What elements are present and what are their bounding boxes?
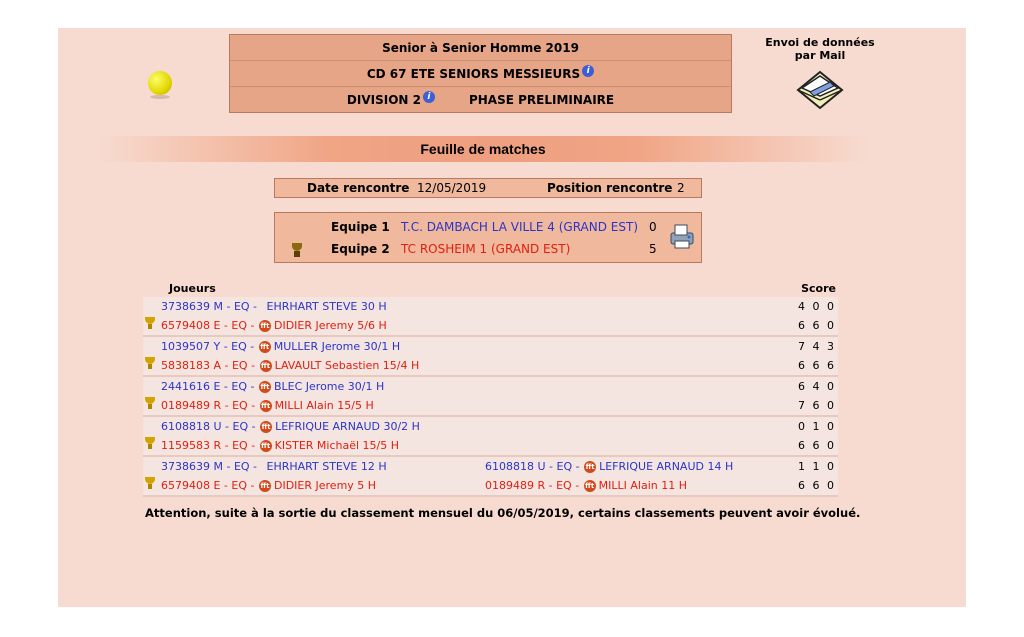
player-entry[interactable] bbox=[161, 316, 387, 335]
trophy-icon bbox=[291, 243, 303, 257]
match-list bbox=[143, 297, 838, 497]
set-scores: 6 6 0 bbox=[798, 319, 836, 332]
phase-label: PHASE PRELIMINAIRE bbox=[468, 93, 615, 107]
player-license: 1039507 Y - EQ - bbox=[161, 340, 255, 353]
tennis-ball-icon bbox=[148, 71, 172, 95]
player-entry[interactable] bbox=[161, 396, 374, 415]
player-entry[interactable] bbox=[161, 457, 387, 476]
team-score: 5 bbox=[649, 242, 657, 256]
player-license: 6579408 E - EQ - bbox=[161, 479, 255, 492]
trophy-cell bbox=[145, 396, 159, 415]
player-license: 1159583 R - EQ - bbox=[161, 439, 256, 452]
page-title: Feuille de matches bbox=[420, 141, 546, 157]
player-entry[interactable] bbox=[485, 476, 687, 495]
championship-row bbox=[230, 61, 731, 87]
player-license: 6579408 E - EQ - bbox=[161, 319, 255, 332]
player-name: MILLI Alain 11 H bbox=[598, 479, 688, 492]
matches-table bbox=[143, 280, 838, 497]
table-row bbox=[143, 457, 838, 476]
match-block bbox=[143, 377, 838, 417]
match-block bbox=[143, 457, 838, 497]
info-icon[interactable]: i bbox=[423, 91, 435, 103]
set-scores: 6 4 0 bbox=[798, 380, 836, 393]
player-name: EHRHART STEVE 12 H bbox=[266, 460, 387, 473]
fft-logo-icon: fft bbox=[261, 423, 271, 431]
position-label: Position rencontre bbox=[547, 181, 673, 195]
match-block bbox=[143, 337, 838, 377]
player-license: 6108818 U - EQ - bbox=[485, 460, 580, 473]
set-scores: 1 1 0 bbox=[798, 460, 836, 473]
fft-logo-icon: fft bbox=[260, 482, 270, 490]
division-row bbox=[230, 87, 731, 113]
team-label: Equipe 2 bbox=[331, 242, 390, 256]
table-row bbox=[143, 337, 838, 356]
match-block bbox=[143, 297, 838, 337]
player-name: LAVAULT Sebastien 15/4 H bbox=[274, 359, 420, 372]
competition-header bbox=[229, 34, 732, 113]
player-license: 5838183 A - EQ - bbox=[161, 359, 256, 372]
player-license: 0189489 R - EQ - bbox=[161, 399, 256, 412]
player-name: MULLER Jerome 30/1 H bbox=[273, 340, 401, 353]
player-name: DIDIER Jeremy 5 H bbox=[273, 479, 377, 492]
trophy-icon bbox=[145, 397, 155, 409]
team-label: Equipe 1 bbox=[331, 220, 390, 234]
set-scores: 6 6 6 bbox=[798, 359, 836, 372]
player-entry[interactable] bbox=[161, 337, 400, 356]
player-name: KISTER Michaël 15/5 H bbox=[274, 439, 400, 452]
player-entry[interactable] bbox=[161, 417, 420, 436]
trophy-cell bbox=[145, 356, 159, 375]
trophy-cell bbox=[145, 316, 159, 335]
table-row bbox=[143, 316, 838, 335]
competition-name: Senior à Senior Homme 2019 bbox=[382, 41, 579, 55]
trophy-cell bbox=[145, 436, 159, 455]
player-entry[interactable] bbox=[161, 297, 387, 316]
table-row bbox=[143, 436, 838, 455]
table-row bbox=[143, 356, 838, 375]
players-header: Joueurs bbox=[169, 282, 216, 295]
date-label: Date rencontre bbox=[307, 181, 410, 195]
table-row bbox=[143, 417, 838, 436]
set-scores: 6 6 0 bbox=[798, 439, 836, 452]
info-icon[interactable]: i bbox=[582, 65, 594, 77]
competition-title bbox=[230, 35, 731, 61]
set-scores: 7 4 3 bbox=[798, 340, 836, 353]
trophy-icon bbox=[145, 437, 155, 449]
fft-logo-icon: fft bbox=[261, 402, 271, 410]
trophy-icon bbox=[145, 357, 155, 369]
team-name[interactable]: T.C. DAMBACH LA VILLE 4 (GRAND EST) bbox=[401, 220, 638, 234]
trophy-cell bbox=[145, 476, 159, 495]
envelope-icon[interactable] bbox=[796, 70, 844, 110]
team-row bbox=[275, 216, 701, 238]
table-row bbox=[143, 297, 838, 316]
match-block bbox=[143, 417, 838, 457]
teams-box bbox=[274, 212, 702, 263]
ranking-notice: Attention, suite à la sortie du classement mensuel du 06/05/2019, certains classements peuvent avoir évolué. bbox=[145, 506, 861, 520]
player-name: DIDIER Jeremy 5/6 H bbox=[273, 319, 387, 332]
player-entry[interactable] bbox=[161, 476, 376, 495]
team-row bbox=[275, 238, 701, 260]
player-license: 6108818 U - EQ - bbox=[161, 420, 256, 433]
player-entry[interactable] bbox=[485, 457, 733, 476]
player-license: 3738639 M - EQ - bbox=[161, 300, 258, 313]
player-license: 3738639 M - EQ - bbox=[161, 460, 258, 473]
trophy-icon bbox=[145, 477, 155, 489]
title-banner bbox=[98, 136, 868, 162]
page-panel bbox=[58, 28, 966, 607]
player-license: 2441616 E - EQ - bbox=[161, 380, 255, 393]
fft-logo-icon: fft bbox=[260, 383, 270, 391]
player-name: EHRHART STEVE 30 H bbox=[266, 300, 387, 313]
table-row bbox=[143, 377, 838, 396]
mail-label-line1: Envoi de données bbox=[765, 36, 875, 49]
fft-logo-icon: fft bbox=[261, 362, 271, 370]
trophy-icon bbox=[145, 317, 155, 329]
match-date-box bbox=[274, 178, 702, 198]
player-entry[interactable] bbox=[161, 436, 399, 455]
table-row bbox=[143, 396, 838, 415]
fft-logo-icon: fft bbox=[260, 343, 270, 351]
set-scores: 4 0 0 bbox=[798, 300, 836, 313]
fft-logo-icon: fft bbox=[585, 463, 595, 471]
position-value: 2 bbox=[677, 181, 685, 195]
player-entry[interactable] bbox=[161, 377, 384, 396]
player-name: MILLI Alain 15/5 H bbox=[274, 399, 374, 412]
division-label: DIVISION 2 bbox=[346, 93, 421, 107]
fft-logo-icon: fft bbox=[585, 482, 595, 490]
set-scores: 7 6 0 bbox=[798, 399, 836, 412]
player-license: 0189489 R - EQ - bbox=[485, 479, 580, 492]
printer-icon[interactable] bbox=[667, 221, 697, 251]
send-by-mail[interactable] bbox=[754, 36, 886, 110]
player-name: LEFRIQUE ARNAUD 14 H bbox=[599, 460, 734, 473]
championship-name: CD 67 ETE SENIORS MESSIEURS bbox=[366, 67, 581, 81]
player-name: BLEC Jerome 30/1 H bbox=[273, 380, 385, 393]
team-score: 0 bbox=[649, 220, 657, 234]
fft-logo-icon: fft bbox=[260, 322, 270, 330]
fft-logo-icon: fft bbox=[261, 442, 271, 450]
player-entry[interactable] bbox=[161, 356, 419, 375]
mail-label-line2: par Mail bbox=[794, 49, 846, 62]
date-value: 12/05/2019 bbox=[417, 181, 487, 195]
team-name[interactable]: TC ROSHEIM 1 (GRAND EST) bbox=[401, 242, 571, 256]
set-scores: 0 1 0 bbox=[798, 420, 836, 433]
table-header bbox=[143, 280, 838, 297]
table-row bbox=[143, 476, 838, 495]
score-header: Score bbox=[801, 282, 836, 295]
set-scores: 6 6 0 bbox=[798, 479, 836, 492]
player-name: LEFRIQUE ARNAUD 30/2 H bbox=[275, 420, 420, 433]
